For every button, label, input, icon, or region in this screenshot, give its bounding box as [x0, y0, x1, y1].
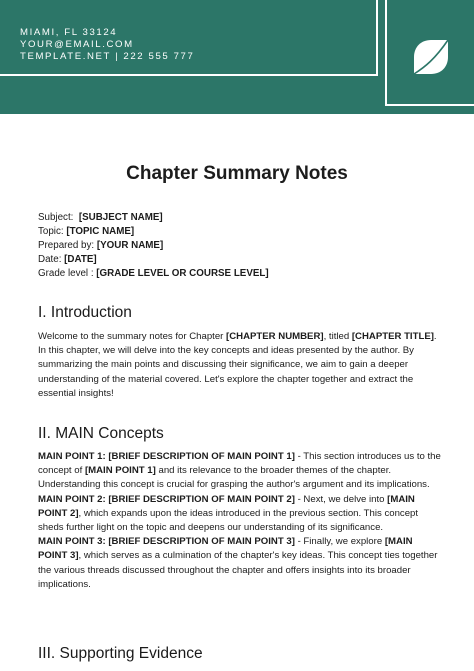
intro-chapter-number: [CHAPTER NUMBER]	[226, 331, 324, 342]
meta-grade-level-label: Grade level :	[38, 268, 94, 279]
contact-address: MIAMI, FL 33124	[20, 27, 118, 38]
contact-info	[20, 27, 194, 62]
main-point-2-title: MAIN POINT 2: [BRIEF DESCRIPTION OF MAIN POINT 2]	[38, 493, 295, 505]
section-heading-supporting-evidence: III. Supporting Evidence	[38, 645, 203, 662]
main-point-3-text-1: - Finally, we explore	[294, 536, 385, 548]
main-point-1-text-1: - This section introduces us to the concept of	[38, 451, 441, 477]
meta-topic-label: Topic:	[38, 226, 64, 237]
page-title: Chapter Summary Notes	[126, 163, 348, 184]
meta-prepared-by	[38, 239, 269, 253]
section-heading-introduction: I. Introduction	[38, 304, 132, 321]
meta-subject	[38, 211, 269, 225]
meta-prepared-by-label: Prepared by:	[38, 240, 95, 251]
intro-chapter-title: [CHAPTER TITLE]	[351, 331, 434, 342]
meta-grade-level	[38, 267, 269, 281]
meta-date	[38, 253, 269, 267]
meta-topic-value: [TOPIC NAME]	[66, 226, 135, 237]
main-point-2-text-1: - Next, we delve into	[294, 493, 388, 505]
intro-text-3: . In this chapter, we will delve into the key concepts and ideas presented by the author. By summarizing the main points and discussing their significance, we aim to gain a deeper understanding of the material covered. Let's explore the chapter together and extract the essential insights!	[38, 331, 437, 399]
meta-subject-label: Subject:	[38, 212, 74, 223]
meta-grade-level-value: [GRADE LEVEL OR COURSE LEVEL]	[96, 268, 269, 279]
main-point-2-text-2: , which expands upon the ideas introduced in the previous section. This concept sheds further light on the topic and deepens our understanding of its significance.	[38, 507, 419, 534]
section-heading-main-concepts: II. MAIN Concepts	[38, 425, 164, 442]
main-point-1-name: [MAIN POINT 1]	[84, 465, 156, 477]
meta-block	[38, 211, 269, 281]
meta-date-value: [DATE]	[64, 254, 97, 265]
meta-prepared-by-value: [YOUR NAME]	[96, 240, 164, 251]
main-point-3-text-2: , which serves as a culmination of the chapter's key ideas. This concept ties together the various threads discussed throughout the chapter and offers insights into its broader implications.	[38, 550, 438, 590]
leaf-logo-icon	[411, 37, 451, 77]
meta-date-label: Date:	[38, 254, 62, 265]
meta-topic	[38, 225, 269, 239]
main-point-1-title: MAIN POINT 1: [BRIEF DESCRIPTION OF MAIN POINT 1]	[38, 451, 295, 462]
intro-text-2: , titled	[323, 331, 352, 342]
main-point-1-text-2: and its relevance to the broader themes of the chapter. Understanding this concept is crucial for grasping the author's argument and its implications.	[38, 465, 430, 491]
main-point-3-name: [MAIN POINT 3]	[38, 536, 413, 562]
contact-website-phone: TEMPLATE.NET | 222 555 777	[20, 50, 195, 62]
header-band	[0, 0, 474, 114]
contact-email: YOUR@EMAIL.COM	[20, 38, 134, 50]
introduction-paragraph	[38, 330, 444, 401]
main-point-2	[38, 493, 444, 536]
main-point-3	[38, 535, 444, 592]
main-point-1	[38, 450, 444, 493]
intro-text-1: Welcome to the summary notes for Chapter	[38, 331, 227, 342]
main-concepts-body	[38, 450, 444, 592]
main-point-3-title: MAIN POINT 3: [BRIEF DESCRIPTION OF MAIN POINT 3]	[38, 536, 295, 548]
main-point-2-name: [MAIN POINT 2]	[38, 493, 415, 519]
meta-subject-value: [SUBJECT NAME]	[78, 212, 163, 223]
